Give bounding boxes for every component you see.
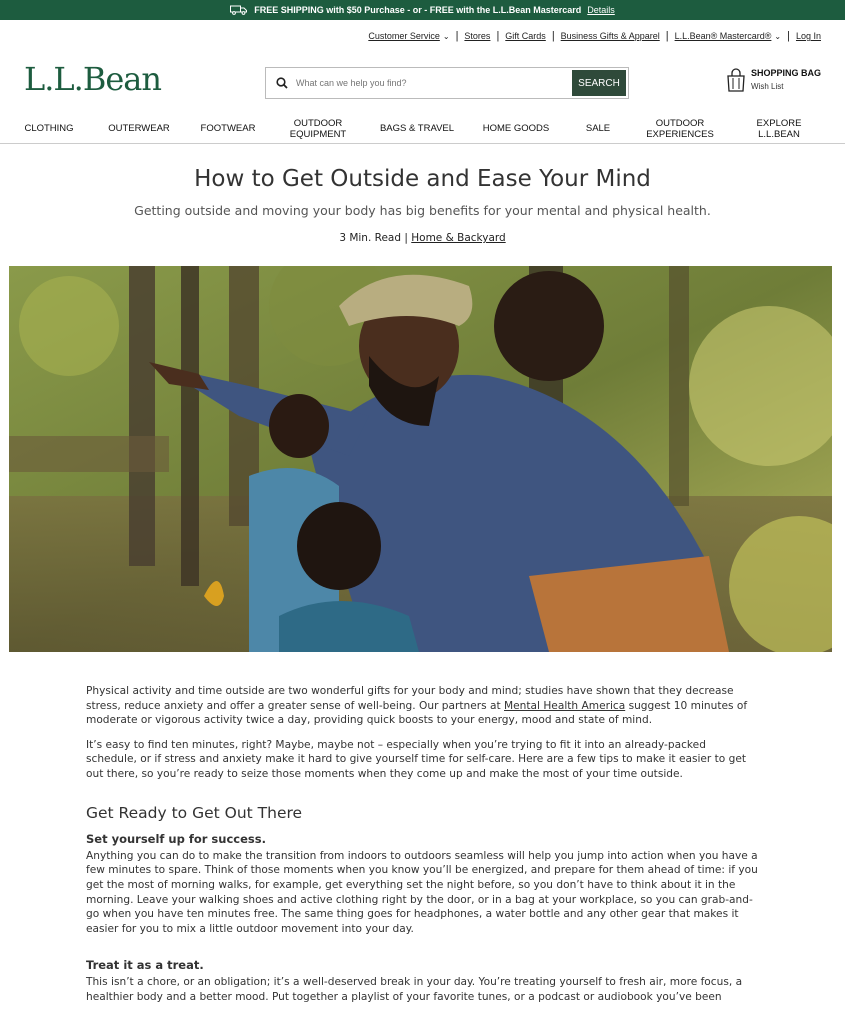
chevron-down-icon[interactable]: ⌄ [774, 31, 782, 41]
chevron-down-icon[interactable]: ⌄ [442, 31, 450, 41]
article-body [86, 684, 758, 1023]
tip-block [86, 958, 758, 1004]
nav-sale[interactable]: SALE [585, 123, 611, 134]
stores-link[interactable]: Stores [464, 31, 491, 41]
hero-image [9, 266, 832, 652]
nav-explore-llbean[interactable]: EXPLORE L.L.BEAN [756, 118, 802, 140]
promo-banner [0, 0, 845, 20]
login-link[interactable]: Log In [795, 31, 821, 41]
business-gifts-link[interactable]: Business Gifts & Apparel [560, 31, 660, 41]
section-heading: Get Ready to Get Out There [86, 803, 303, 822]
shopping-bag[interactable] [725, 68, 821, 92]
mastercard-link[interactable]: L.L.Bean® Mastercard® [674, 31, 772, 41]
paragraph: It’s easy to find ten minutes, right? Maybe, maybe not – especially when you’re trying to fit it into an already-packed schedule, or if stress and anxiety make it hard to give yourself time for self-care. Here are a few tips to make it easier to get out there, so you’re ready to seize those moments when they come up and make the most of your time outside. [86, 738, 747, 780]
tip-block [86, 832, 758, 936]
divider: | [455, 30, 459, 42]
page-subtitle: Getting outside and moving your body has big benefits for your mental and physical health. [134, 203, 711, 218]
tip-body: Anything you can do to make the transition from indoors to outdoors seamless will help you jump into action when you have a few minutes to spare. Think of those moments when you know you’ll be energized, and prepare for them ahead of time: if you get the most of morning walks, for example, get everything set the night before, so you don’t have to think about it in the morning. Leave your walking shoes and active clothing right by the door, or in a bag at your workplace, so you can grab-and-go when you have ten minutes free. The same thing goes for headphones, a water bottle and any other gear that makes it easier for you to mix a little outdoor movement into your day. [86, 849, 758, 935]
divider: | [665, 30, 669, 42]
nav-footwear[interactable]: FOOTWEAR [200, 123, 256, 134]
truck-icon [230, 5, 248, 15]
shopping-bag-label[interactable]: SHOPPING BAG [751, 68, 822, 78]
utility-nav [368, 30, 821, 42]
search-icon [270, 77, 294, 89]
nav-home-goods[interactable]: HOME GOODS [482, 123, 550, 134]
tip-heading: Treat it as a treat. [86, 958, 204, 973]
shopping-bag-icon [725, 68, 747, 92]
main-nav [0, 112, 845, 144]
search-button[interactable]: SEARCH [572, 70, 626, 96]
llbean-logo[interactable]: L.L.Bean [24, 60, 161, 98]
wish-list-link[interactable]: Wish List [751, 82, 784, 91]
customer-service-link[interactable]: Customer Service [368, 31, 440, 41]
read-time: 3 Min. Read [339, 232, 402, 244]
divider: | [787, 30, 790, 42]
tip-body: This isn’t a chore, or an obligation; it’s a well-deserved break in your day. You’re treating yourself to fresh air, more focus, a healthier body and a better mood. Put together a playlist of your favorite tunes, or a podcast or audiobook you’ve been [86, 975, 743, 1003]
article-meta: 3 Min. Read | Home & Backyard [339, 232, 506, 244]
nav-clothing[interactable]: CLOTHING [24, 123, 74, 134]
search-bar [265, 67, 629, 99]
nav-outdoor-experiences[interactable]: OUTDOOR EXPERIENCES [646, 118, 714, 140]
gift-cards-link[interactable]: Gift Cards [505, 31, 546, 41]
search-input[interactable] [294, 78, 572, 88]
paragraph: Physical activity and time outside are two wonderful gifts for your body and mind; studies have shown that they decrease stress, reduce anxiety and offer a greater sense of well-being. Our partners at Mental Health America suggest 10 minutes of moderate or vigorous activity twice a day, providing quick boosts to your energy, mood and state of mind. [86, 685, 748, 727]
promo-details-link[interactable]: Details [587, 5, 615, 15]
divider: | [496, 30, 500, 42]
category-link[interactable]: Home & Backyard [411, 232, 506, 244]
nav-outdoor-equipment[interactable]: OUTDOOR EQUIPMENT [289, 118, 347, 140]
nav-bags-travel[interactable]: BAGS & TRAVEL [379, 123, 455, 134]
page-title: How to Get Outside and Ease Your Mind [194, 166, 651, 192]
nav-outerwear[interactable]: OUTERWEAR [108, 123, 170, 134]
promo-text: FREE SHIPPING with $50 Purchase - or - FREE with the L.L.Bean Mastercard [254, 5, 582, 15]
hero-photo-illustration [9, 266, 832, 652]
mental-health-america-link[interactable]: Mental Health America [504, 699, 626, 712]
divider: | [551, 30, 555, 42]
tip-heading: Set yourself up for success. [86, 832, 266, 847]
